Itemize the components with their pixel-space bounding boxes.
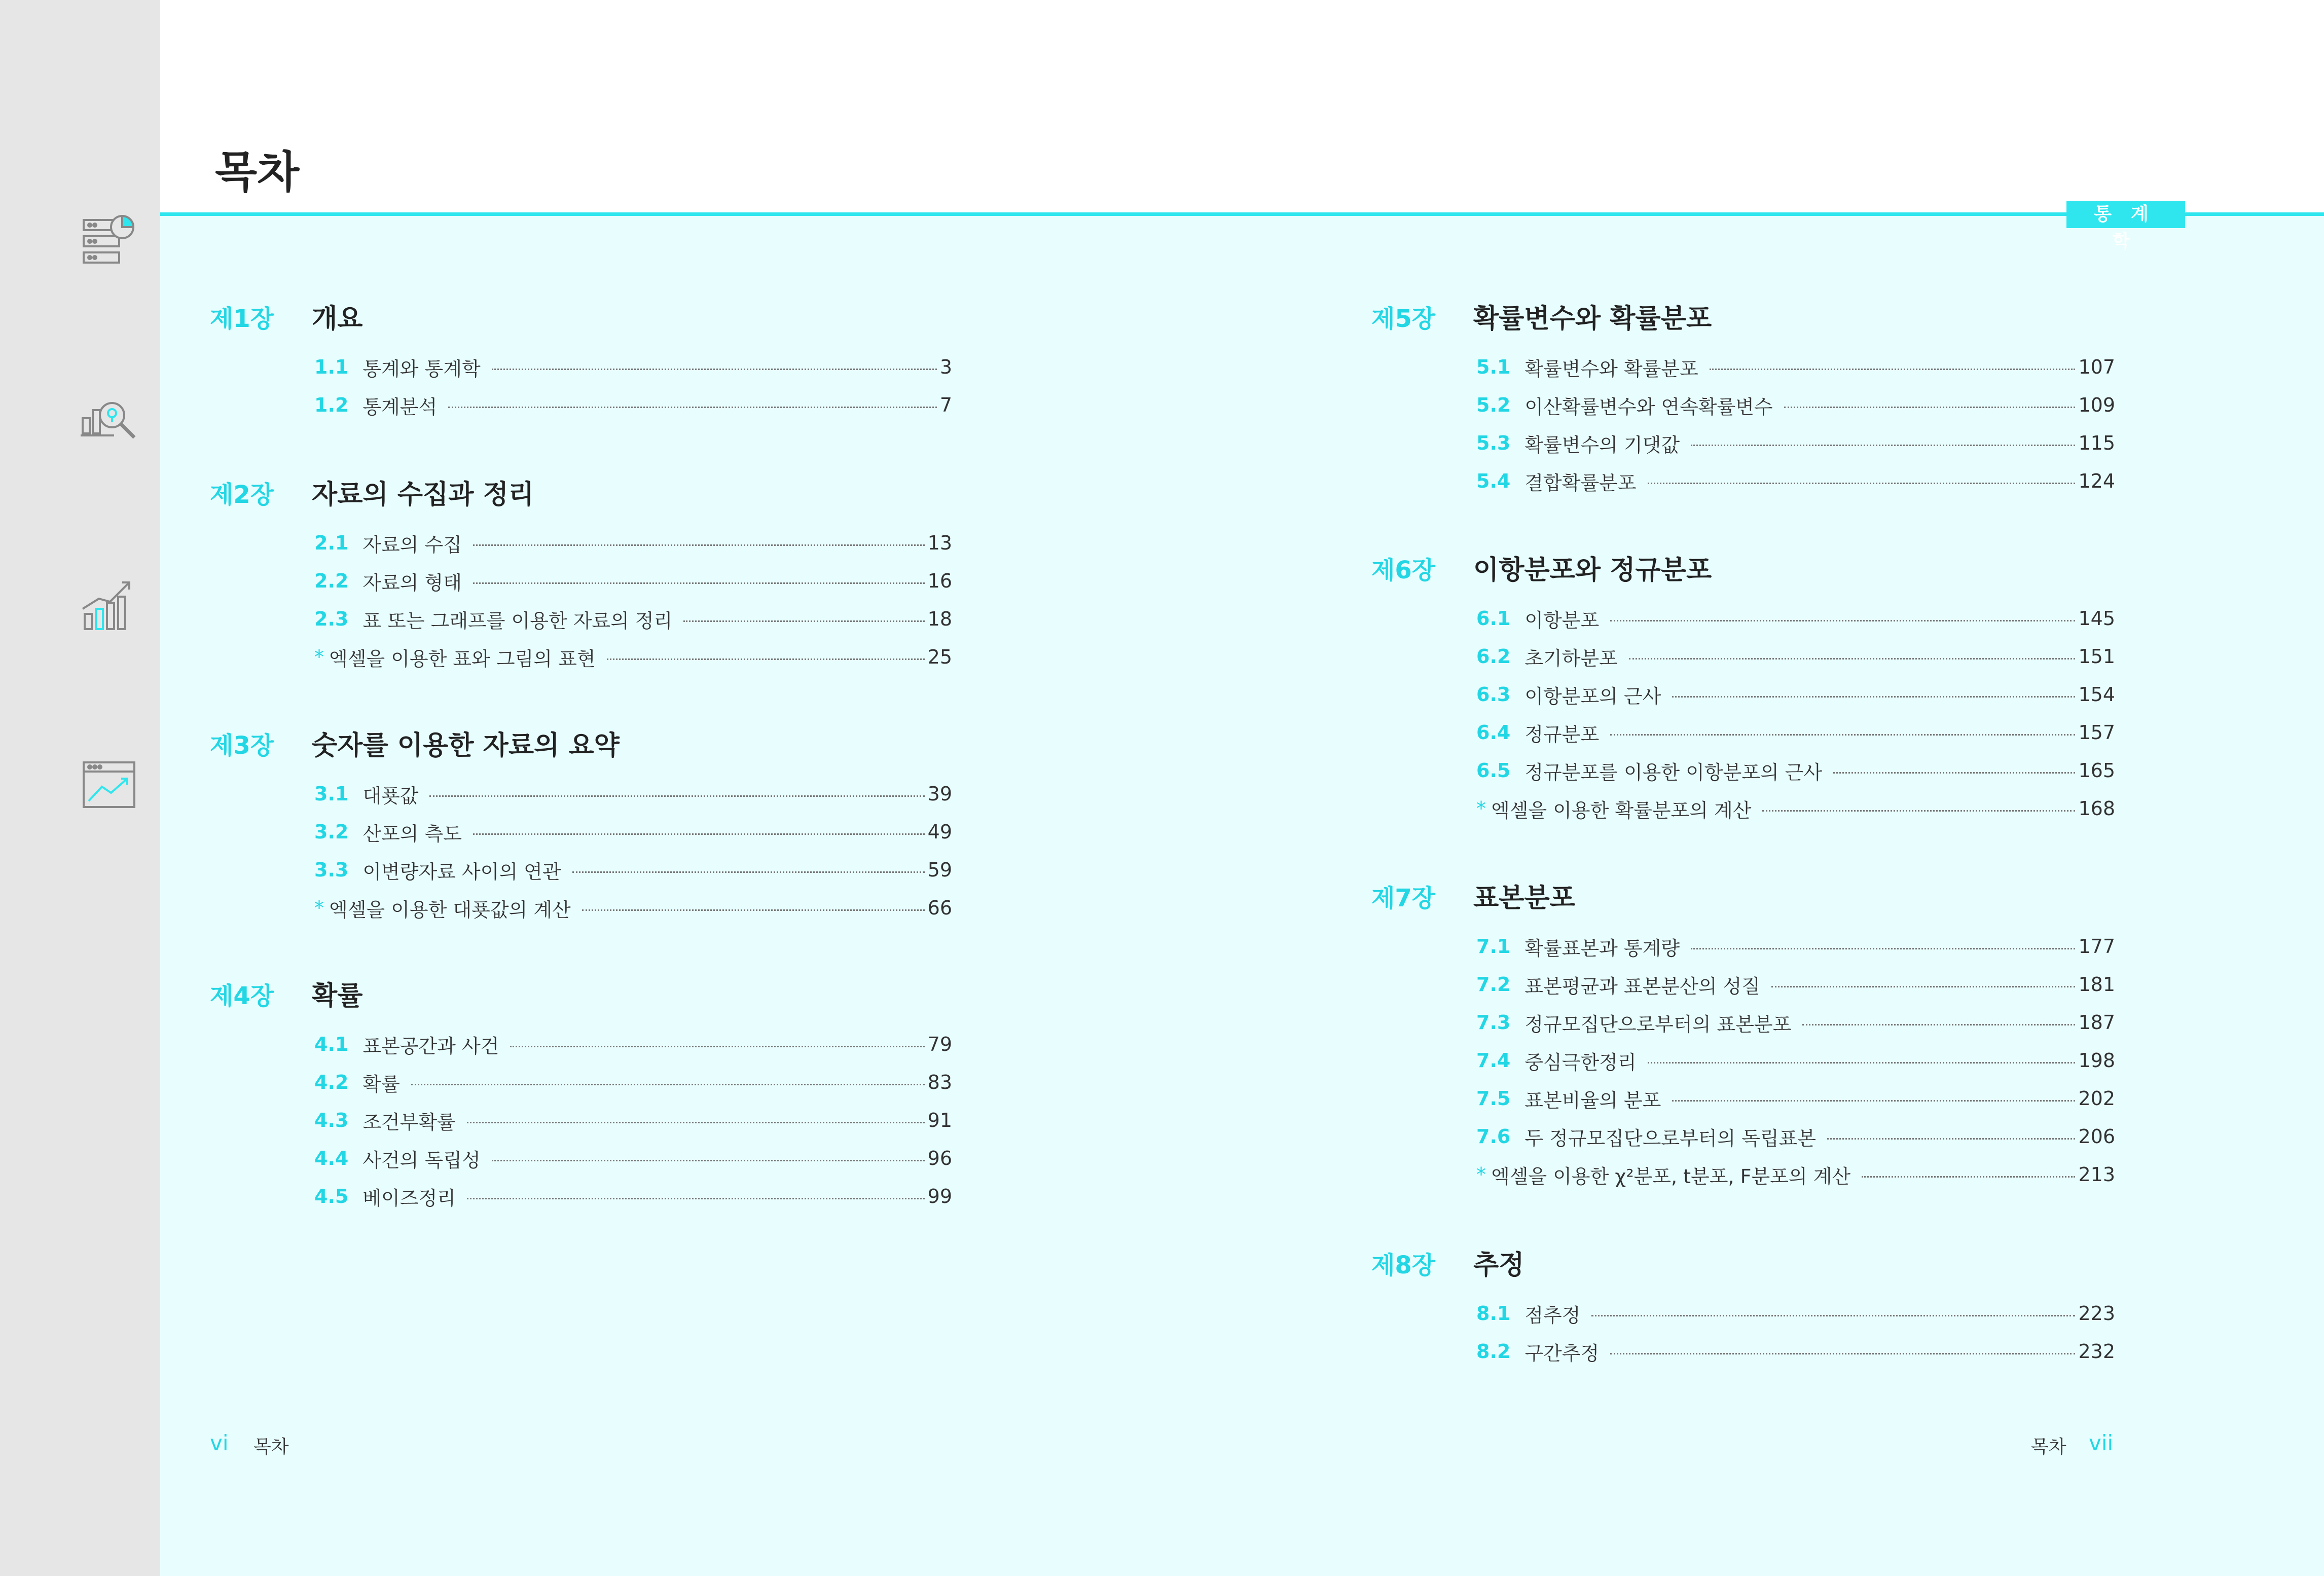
chapter-number: 제5장 [1371,305,1436,333]
section-number: 6.4 [1476,721,1511,744]
section-title: 이항분포의 근사 [1524,685,1661,708]
section-title: 이산확률변수와 연속확률변수 [1524,395,1773,418]
toc-entry[interactable] [1476,681,2115,708]
section-number: 7.1 [1476,935,1511,958]
section-number: 6.1 [1476,607,1511,630]
section-title: 산포의 측도 [362,822,462,845]
section-number: 7.6 [1476,1125,1511,1148]
section-number: 5.2 [1476,394,1511,416]
dot-leader [510,1046,924,1047]
section-number: 6.3 [1476,683,1511,706]
page-number: 13 [927,532,952,554]
section-title: 결합확률분포 [1524,471,1637,494]
page-number: 168 [2078,797,2115,820]
toc-entry[interactable] [314,1031,952,1057]
chapter-title[interactable]: 확률변수와 확률분포 [1473,304,1712,334]
section-title: 통계와 통계학 [362,357,481,380]
dot-leader [411,1084,925,1085]
toc-entry[interactable] [314,644,952,670]
section-title: 확률표본과 통계량 [1524,937,1680,960]
toc-entry[interactable] [314,1107,952,1133]
section-title: 자료의 형태 [362,571,462,594]
section-number: 1.2 [314,394,349,416]
toc-entry[interactable] [314,819,952,845]
page-number: 223 [2078,1302,2115,1325]
dot-leader [1648,483,2076,484]
chapter-title[interactable]: 확률 [312,981,363,1011]
toc-entry[interactable] [314,354,952,380]
section-title: 표본공간과 사건 [362,1035,499,1057]
toc-entry[interactable] [1476,1123,2115,1150]
toc-entry[interactable] [1476,392,2115,418]
page-number: 177 [2078,935,2115,958]
footer-page-number-right: vii [2089,1431,2114,1455]
dot-leader [572,871,925,873]
dot-leader [582,909,925,911]
dot-leader [1691,445,2075,446]
section-number: 7.5 [1476,1087,1511,1110]
dot-leader [1762,810,2075,812]
dot-leader [1591,1315,2075,1316]
dot-leader [429,795,924,797]
page-number: 96 [927,1147,952,1169]
section-number: 6.2 [1476,645,1511,668]
toc-entry[interactable] [1476,1047,2115,1074]
toc-entry[interactable] [1476,719,2115,746]
dot-leader [1784,407,2076,408]
dot-leader [1610,620,2075,621]
dot-leader [1691,948,2075,949]
section-number: 5.4 [1476,470,1511,492]
section-title: 정규분포를 이용한 이항분포의 근사 [1524,761,1823,784]
chapter-number: 제7장 [1371,884,1436,912]
section-number: 2.2 [314,570,349,592]
dot-leader [473,833,925,835]
toc-entry[interactable] [1476,1161,2115,1188]
section-title: 두 정규모집단으로부터의 독립표본 [1524,1127,1817,1150]
footer-label-right: 목차 [2031,1437,2066,1457]
page-number: 49 [927,821,952,843]
dot-leader [448,407,937,408]
toc-entry[interactable] [1476,1009,2115,1036]
toc-entry[interactable] [314,392,952,418]
page-number: 165 [2078,759,2115,782]
page-number: 187 [2078,1011,2115,1034]
bullet-star: * [1476,797,1486,820]
section-title: 정규분포 [1524,723,1600,746]
toc-entry[interactable] [1476,430,2115,456]
section-title: 초기하분포 [1524,647,1618,670]
toc-entry[interactable] [314,1183,952,1210]
section-title: 이변량자료 사이의 연관 [362,860,561,883]
dot-leader [473,544,925,546]
dot-leader [1610,1353,2075,1354]
section-title: 확률변수와 확률분포 [1524,357,1698,380]
section-title: 확률 [362,1073,400,1095]
page-number: 7 [939,394,952,416]
page-number: 115 [2078,432,2115,454]
chapter-number: 제4장 [210,982,274,1010]
section-title: 대푯값 [362,784,419,807]
toc-entry[interactable] [1476,757,2115,784]
dot-leader [1710,369,2076,370]
page-number: 25 [927,646,952,668]
page-number: 232 [2078,1340,2115,1363]
section-title: 표 또는 그래프를 이용한 자료의 정리 [362,609,673,632]
section-title: 자료의 수집 [362,533,462,556]
page-number: 109 [2078,394,2115,416]
section-number: 7.2 [1476,973,1511,996]
chapter-title[interactable]: 추정 [1473,1250,1524,1280]
page-number: 39 [927,783,952,805]
section-number: 4.1 [314,1033,349,1055]
chapter-title[interactable]: 개요 [312,304,363,334]
chapter-title[interactable]: 자료의 수집과 정리 [312,480,534,510]
section-title: 정규모집단으로부터의 표본분포 [1524,1013,1792,1036]
section-title: 사건의 독립성 [362,1149,481,1171]
section-title: 엑셀을 이용한 확률분포의 계산 [1491,799,1752,822]
chapter-number: 제6장 [1371,556,1436,584]
toc-entry[interactable] [314,781,952,807]
toc-entry[interactable] [1476,933,2115,960]
footer-page-number-left: vi [210,1431,229,1455]
dot-leader [1802,1024,2075,1025]
toc-entry[interactable] [1476,1338,2115,1365]
toc-entry[interactable] [1476,795,2115,822]
chapter-title[interactable]: 숫자를 이용한 자료의 요약 [312,730,620,761]
page-number: 206 [2078,1125,2115,1148]
section-title: 엑셀을 이용한 대푯값의 계산 [329,898,571,921]
page-number: 3 [939,356,952,378]
dot-leader [1672,696,2075,698]
dot-leader [1833,772,2075,774]
toc-entry[interactable] [1476,1300,2115,1327]
section-number: 3.3 [314,859,349,881]
toc-entry[interactable] [314,857,952,883]
section-number: 5.3 [1476,432,1511,454]
page-number: 66 [927,897,952,919]
chapter-number: 제8장 [1371,1251,1436,1279]
toc-entry[interactable] [314,895,952,921]
section-title: 통계분석 [362,395,438,418]
section-number: 3.1 [314,783,349,805]
toc-entry[interactable] [314,1069,952,1095]
book-tag: 통계학 [2066,201,2185,228]
dot-leader [467,1198,925,1199]
header-rule [160,212,2324,216]
page-number: 202 [2078,1087,2115,1110]
dot-leader [1672,1100,2075,1102]
dot-leader [467,1122,925,1123]
page-number: 213 [2078,1163,2115,1186]
toc-entry[interactable] [1476,643,2115,670]
section-title: 엑셀을 이용한 표와 그림의 표현 [329,647,596,670]
section-number: 8.2 [1476,1340,1511,1363]
dot-leader [473,582,925,584]
section-number: 6.5 [1476,759,1511,782]
dot-leader [492,369,937,370]
dashboard-pie-icon [79,213,139,274]
page-number: 124 [2078,470,2115,492]
section-title: 베이즈정리 [362,1187,456,1210]
section-number: 4.4 [314,1147,349,1169]
page-number: 151 [2078,645,2115,668]
toc-entry[interactable] [1476,354,2115,380]
dot-leader [1827,1138,2075,1140]
section-title: 점추정 [1524,1304,1581,1327]
section-number: 5.1 [1476,356,1511,378]
dot-leader [1629,658,2076,659]
toc-entry[interactable] [1476,971,2115,998]
section-number: 2.1 [314,532,349,554]
section-title: 엑셀을 이용한 χ²분포, t분포, F분포의 계산 [1491,1165,1851,1188]
section-number: 4.3 [314,1109,349,1131]
section-number: 4.2 [314,1071,349,1093]
section-title: 표본비율의 분포 [1524,1089,1661,1112]
section-title: 이항분포 [1524,609,1600,632]
dot-leader [1771,986,2075,987]
section-number: 8.1 [1476,1302,1511,1325]
toc-entry[interactable] [1476,605,2115,632]
chapter-number: 제2장 [210,481,274,509]
dot-leader [607,658,925,660]
toc-entry[interactable] [314,530,952,556]
bullet-star: * [314,897,324,919]
page-number: 107 [2078,356,2115,378]
page-number: 91 [927,1109,952,1131]
section-number: 7.3 [1476,1011,1511,1034]
section-number: 1.1 [314,356,349,378]
dot-leader [1610,734,2075,736]
browser-chart-icon [79,755,139,816]
section-title: 구간추정 [1524,1342,1600,1365]
page-number: 145 [2078,607,2115,630]
dot-leader [683,620,924,622]
page-number: 16 [927,570,952,592]
section-number: 7.4 [1476,1049,1511,1072]
section-title: 조건부확률 [362,1111,456,1133]
page-number: 154 [2078,683,2115,706]
toc-entry[interactable] [314,568,952,594]
sidebar [0,0,160,1576]
page-number: 181 [2078,973,2115,996]
dot-leader [492,1160,925,1161]
section-number: 3.2 [314,821,349,843]
bullet-star: * [314,646,324,668]
page-number: 79 [927,1033,952,1055]
section-title: 중심극한정리 [1524,1051,1637,1074]
page-header [160,0,2324,215]
page-number: 99 [927,1185,952,1207]
page-title: 목차 [215,147,300,198]
page-number: 59 [927,859,952,881]
chapter-number: 제3장 [210,731,274,760]
section-title: 표본평균과 표본분산의 성질 [1524,975,1760,998]
toc-entry[interactable] [1476,468,2115,494]
toc-entry[interactable] [1476,1085,2115,1112]
chapter-title[interactable]: 표본분포 [1473,883,1575,913]
dot-leader [1648,1062,2076,1064]
chapter-title[interactable]: 이항분포와 정규분포 [1473,555,1712,585]
page-number: 18 [927,608,952,630]
page-number: 83 [927,1071,952,1093]
page-number: 198 [2078,1049,2115,1072]
bullet-star: * [1476,1163,1486,1186]
section-number: 4.5 [314,1185,349,1207]
section-title: 확률변수의 기댓값 [1524,433,1680,456]
bar-growth-icon [79,575,139,636]
toc-entry[interactable] [314,1145,952,1171]
toc-entry[interactable] [314,606,952,632]
footer-label-left: 목차 [253,1437,289,1457]
section-number: 2.3 [314,608,349,630]
magnifier-chart-icon [79,393,139,454]
dot-leader [1862,1176,2075,1178]
page-number: 157 [2078,721,2115,744]
chapter-number: 제1장 [210,305,274,333]
